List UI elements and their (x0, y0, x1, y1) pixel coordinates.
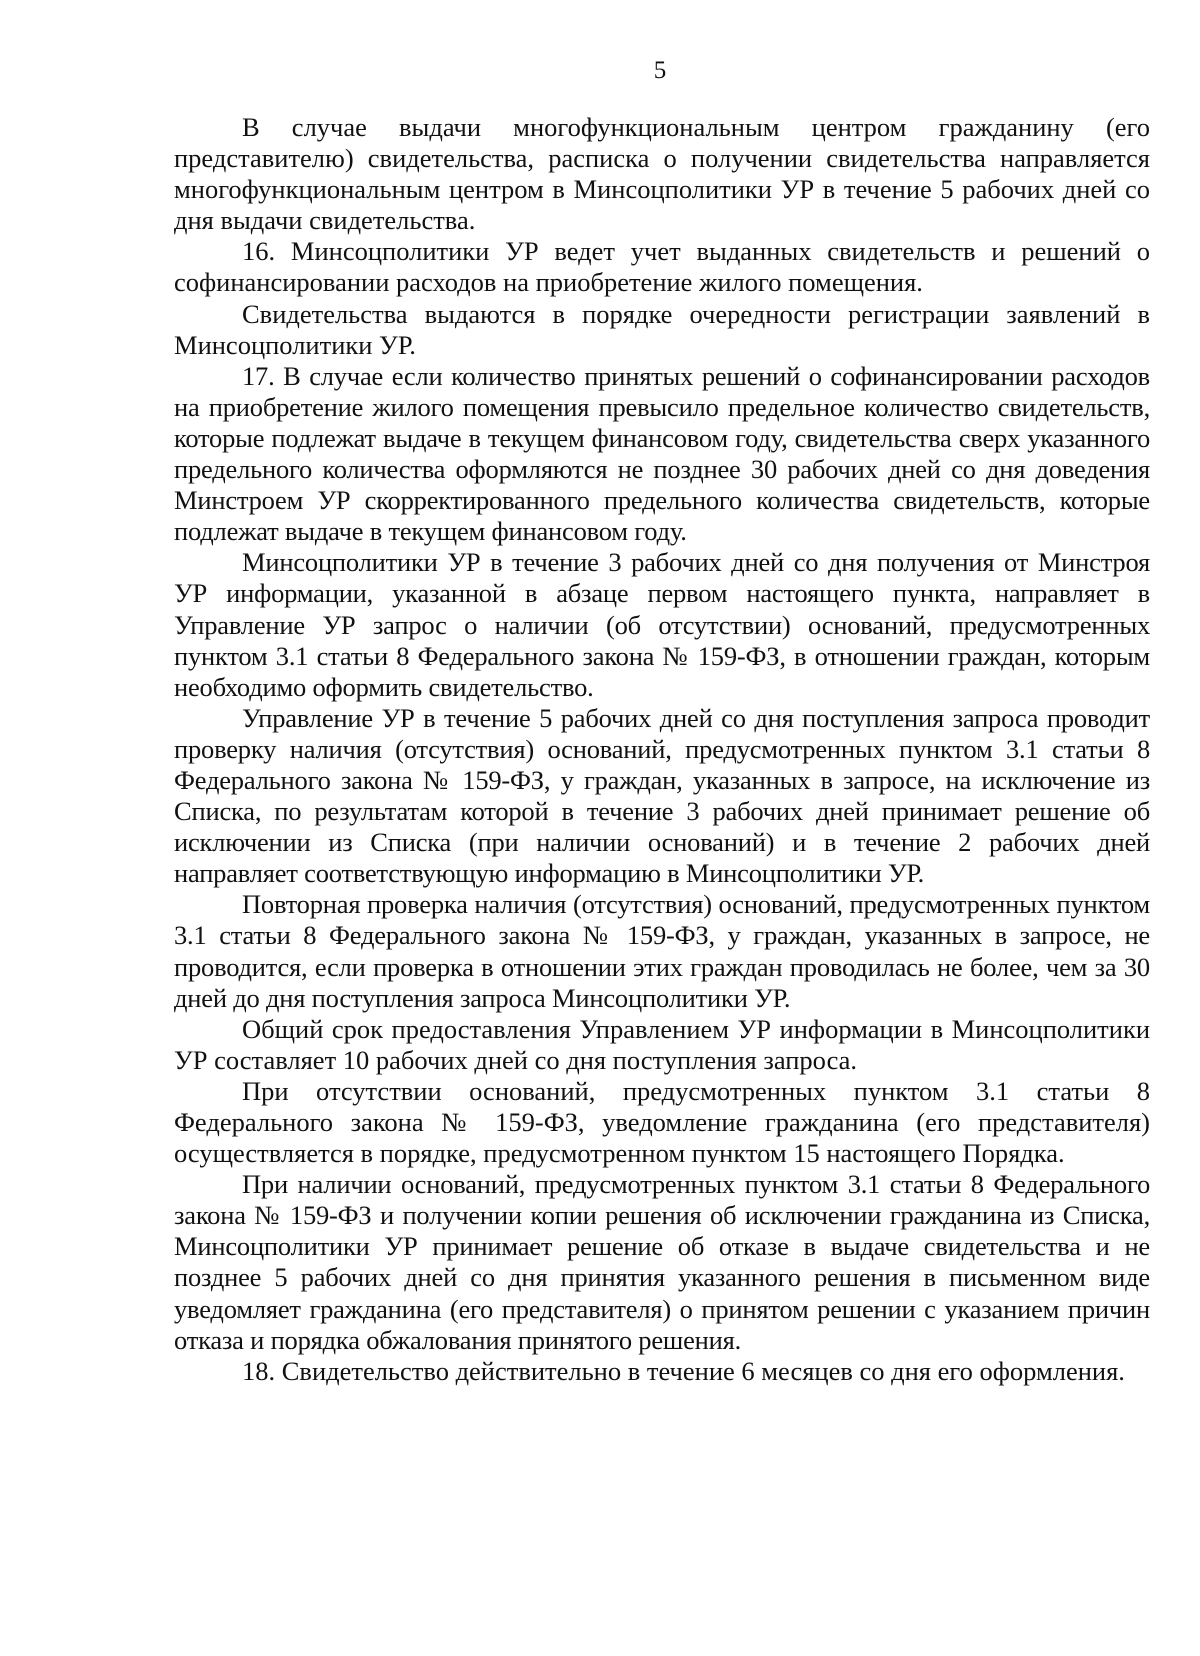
paragraph-grounds-present-refusal: При наличии оснований, предусмотренных пунктом 3.1 статьи 8 Федерального закона № 159-ФЗ и получении копии решения об исключении гражданина из Списка, Минсоцполитики УР принимает решение об отказе в выдаче свидетельства и не позднее 5 рабочих дней со дня принятия указанного решения в письменном виде уведомляет гражданина (его представителя) о принятом решении с указанием причин отказа и порядка обжалования принятого решения. (174, 1169, 1150, 1355)
paragraph-repeat-check: Повторная проверка наличия (отсутствия) оснований, предусмотренных пунктом 3.1 статьи 8 Федерального закона № 159-ФЗ, у граждан, указанных в запросе, не проводится, если проверка в отношении этих граждан проводилась не более, чем за 30 дней до дня поступления запроса Минсоцполитики УР. (174, 889, 1150, 1013)
paragraph-item-17: 17. В случае если количество принятых решений о софинансировании расходов на приобретение жилого помещения превысило предельное количество свидетельств, которые подлежат выдаче в текущем финансовом году, свидетельства сверх указанного предельного количества оформляются не позднее 30 рабочих дней со дня доведения Минстроем УР скорректированного предельного количества свидетельств, которые подлежат выдаче в текущем финансовом году. (174, 360, 1150, 547)
paragraph-request-to-department: Минсоцполитики УР в течение 3 рабочих дней со дня получения от Минстроя УР информации, указанной в абзаце первом настоящего пункта, направляет в Управление УР запрос о наличии (об отсутствии) оснований, предусмотренных пунктом 3.1 статьи 8 Федерального закона № 159-ФЗ, в отношении граждан, которым необходимо оформить свидетельство. (174, 547, 1150, 702)
paragraph-item-18: 18. Свидетельство действительно в течение 6 месяцев со дня его оформления. (242, 1355, 1125, 1386)
paragraph-total-term: Общий срок предоставления Управлением УР информации в Минсоцполитики УР составляет 10 рабочих дней со дня поступления запроса. (174, 1013, 1150, 1075)
page-number: 5 (653, 57, 667, 84)
paragraph-no-grounds: При отсутствии оснований, предусмотренных пунктом 3.1 статьи 8 Федерального закона № 159-ФЗ, уведомление гражданина (его представителя) осуществляется в порядке, предусмотренном пунктом 15 настоящего Порядка. (174, 1075, 1150, 1169)
paragraph-department-check: Управление УР в течение 5 рабочих дней со дня поступления запроса проводит проверку наличия (отсутствия) оснований, предусмотренных пунктом 3.1 статьи 8 Федерального закона № 159-ФЗ, у граждан, указанных в запросе, на исключение из Списка, по результатам которой в течение 3 рабочих дней принимает решение об исключении из Списка (при наличии оснований) и в течение 2 рабочих дней направляет соответствующую информацию в Минсоцполитики УР. (174, 702, 1150, 889)
paragraph-item-16: 16. Минсоцполитики УР ведет учет выданных свидетельств и решений о софинансировании расходов на приобретение жилого помещения. (174, 236, 1150, 298)
paragraph-multifunctional-center-receipt: В случае выдачи многофункциональным центром гражданину (его представителю) свидетельства, расписка о получении свидетельства направляется многофункциональным центром в Минсоцполитики УР в течение 5 рабочих дней со дня выдачи свидетельства. (174, 112, 1150, 236)
paragraph-certificate-issue-order: Свидетельства выдаются в порядке очередности регистрации заявлений в Минсоцполитики УР. (174, 298, 1150, 360)
document-body (174, 112, 1150, 1387)
